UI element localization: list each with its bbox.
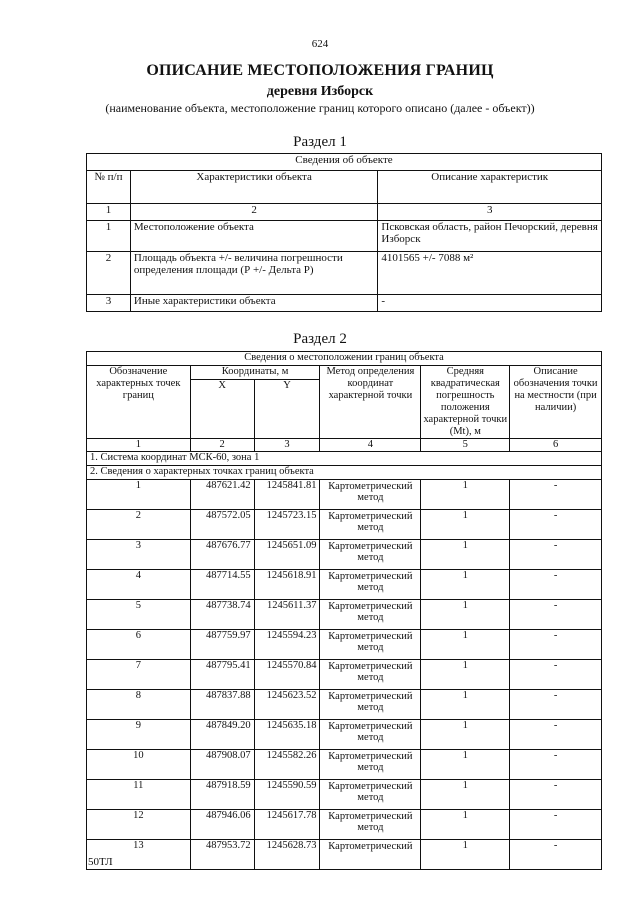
accuracy-cell: 1 <box>421 630 510 660</box>
table-row <box>87 600 602 630</box>
method-cell: Картометрический метод <box>320 660 421 690</box>
method-cell: Картометрический <box>320 840 421 870</box>
accuracy-cell: 1 <box>421 660 510 690</box>
y-coordinate-cell: 1245617.78 <box>254 810 320 840</box>
row-number: 3 <box>87 295 131 312</box>
point-number-cell: 1 <box>87 480 191 510</box>
accuracy-cell: 1 <box>421 570 510 600</box>
y-coordinate-cell: 1245623.52 <box>254 690 320 720</box>
point-description-cell: - <box>510 540 602 570</box>
method-cell: Картометрический метод <box>320 720 421 750</box>
table-row <box>87 690 602 720</box>
y-coordinate-cell: 1245590.59 <box>254 780 320 810</box>
y-coordinate-cell: 1245841.81 <box>254 480 320 510</box>
col-number: 2 <box>190 439 254 452</box>
coordinate-system-line: 1. Система координат МСК-60, зона 1 <box>87 452 602 466</box>
accuracy-cell: 1 <box>421 540 510 570</box>
col-header-description: Описание характеристик <box>378 171 602 204</box>
point-description-cell: - <box>510 630 602 660</box>
x-coordinate-cell: 487759.97 <box>190 630 254 660</box>
method-cell: Картометрический метод <box>320 510 421 540</box>
characteristic-cell: Местоположение объекта <box>130 221 378 252</box>
x-coordinate-cell: 487795.41 <box>190 660 254 690</box>
table-row <box>87 840 602 870</box>
point-description-cell: - <box>510 600 602 630</box>
col-header-method: Метод определения координат характерной точки <box>320 366 421 439</box>
x-coordinate-cell: 487953.72 <box>190 840 254 870</box>
description-cell: - <box>378 295 602 312</box>
y-coordinate-cell: 1245723.15 <box>254 510 320 540</box>
table-row <box>87 750 602 780</box>
col-header-number: № п/п <box>87 171 131 204</box>
col-header-accuracy: Средняя квадратическая погрешность положения характерной точки (Mt), м <box>421 366 510 439</box>
x-coordinate-cell: 487714.55 <box>190 570 254 600</box>
point-number-cell: 8 <box>87 690 191 720</box>
y-coordinate-cell: 1245628.73 <box>254 840 320 870</box>
method-cell: Картометрический метод <box>320 630 421 660</box>
table-row <box>87 780 602 810</box>
document-caption: (наименование объекта, местоположение границ которого описано (далее - объект)) <box>105 101 535 115</box>
accuracy-cell: 1 <box>421 690 510 720</box>
col-header-x: X <box>190 380 254 439</box>
description-cell: Псковская область, район Печорский, деревня Изборск <box>378 221 602 252</box>
x-coordinate-cell: 487918.59 <box>190 780 254 810</box>
object-info-header: Сведения об объекте <box>87 154 602 171</box>
col-number: 3 <box>254 439 320 452</box>
point-description-cell: - <box>510 480 602 510</box>
y-coordinate-cell: 1245651.09 <box>254 540 320 570</box>
col-number: 3 <box>378 204 602 221</box>
y-coordinate-cell: 1245635.18 <box>254 720 320 750</box>
point-description-cell: - <box>510 510 602 540</box>
method-cell: Картометрический метод <box>320 690 421 720</box>
table-row <box>87 660 602 690</box>
characteristic-cell: Иные характеристики объекта <box>130 295 378 312</box>
x-coordinate-cell: 487572.05 <box>190 510 254 540</box>
y-coordinate-cell: 1245618.91 <box>254 570 320 600</box>
table-row <box>87 810 602 840</box>
y-coordinate-cell: 1245582.26 <box>254 750 320 780</box>
method-cell: Картометрический метод <box>320 570 421 600</box>
point-description-cell: - <box>510 720 602 750</box>
point-number-cell: 12 <box>87 810 191 840</box>
accuracy-cell: 1 <box>421 750 510 780</box>
point-number-cell: 9 <box>87 720 191 750</box>
accuracy-cell: 1 <box>421 810 510 840</box>
point-description-cell: - <box>510 840 602 870</box>
point-number-cell: 4 <box>87 570 191 600</box>
method-cell: Картометрический метод <box>320 540 421 570</box>
document-title: ОПИСАНИЕ МЕСТОПОЛОЖЕНИЯ ГРАНИЦ <box>146 62 494 79</box>
col-number: 1 <box>87 439 191 452</box>
point-description-cell: - <box>510 750 602 780</box>
x-coordinate-cell: 487908.07 <box>190 750 254 780</box>
section2-title: Раздел 2 <box>293 331 347 347</box>
object-info-table <box>86 153 602 312</box>
table-row <box>87 480 602 510</box>
x-coordinate-cell: 487621.42 <box>190 480 254 510</box>
document-subtitle: деревня Изборск <box>266 84 374 99</box>
characteristic-cell: Площадь объекта +/- величина погрешности определения площади (Р +/- Дельта Р) <box>130 252 378 295</box>
boundary-points-table <box>86 351 602 870</box>
method-cell: Картометрический метод <box>320 810 421 840</box>
point-number-cell: 11 <box>87 780 191 810</box>
col-header-coords: Координаты, м <box>190 366 320 380</box>
col-number: 6 <box>510 439 602 452</box>
point-number-cell: 13 <box>87 840 191 870</box>
accuracy-cell: 1 <box>421 780 510 810</box>
method-cell: Картометрический метод <box>320 750 421 780</box>
x-coordinate-cell: 487837.88 <box>190 690 254 720</box>
col-header-y: Y <box>254 380 320 439</box>
point-description-cell: - <box>510 690 602 720</box>
table-row <box>87 570 602 600</box>
row-number: 2 <box>87 252 131 295</box>
x-coordinate-cell: 487946.06 <box>190 810 254 840</box>
point-number-cell: 2 <box>87 510 191 540</box>
point-description-cell: - <box>510 780 602 810</box>
description-cell: 4101565 +/- 7088 м² <box>378 252 602 295</box>
accuracy-cell: 1 <box>421 600 510 630</box>
table-row <box>87 540 602 570</box>
col-header-description: Описание обозначения точки на местности (при наличии) <box>510 366 602 439</box>
col-number: 2 <box>130 204 378 221</box>
method-cell: Картометрический метод <box>320 600 421 630</box>
points-info-line: 2. Сведения о характерных точках границ объекта <box>87 466 602 480</box>
point-description-cell: - <box>510 660 602 690</box>
point-rows <box>87 480 602 870</box>
page-number: 624 <box>311 38 329 50</box>
point-number-cell: 3 <box>87 540 191 570</box>
boundary-header: Сведения о местоположении границ объекта <box>87 352 602 366</box>
section1-title: Раздел 1 <box>293 134 347 150</box>
table-row <box>87 630 602 660</box>
col-number: 5 <box>421 439 510 452</box>
y-coordinate-cell: 1245594.23 <box>254 630 320 660</box>
x-coordinate-cell: 487849.20 <box>190 720 254 750</box>
x-coordinate-cell: 487676.77 <box>190 540 254 570</box>
y-coordinate-cell: 1245611.37 <box>254 600 320 630</box>
point-number-cell: 10 <box>87 750 191 780</box>
y-coordinate-cell: 1245570.84 <box>254 660 320 690</box>
point-description-cell: - <box>510 570 602 600</box>
table-row <box>87 720 602 750</box>
col-header-characteristic: Характеристики объекта <box>130 171 378 204</box>
row-number: 1 <box>87 221 131 252</box>
col-number: 1 <box>87 204 131 221</box>
x-coordinate-cell: 487738.74 <box>190 600 254 630</box>
point-number-cell: 6 <box>87 630 191 660</box>
method-cell: Картометрический метод <box>320 480 421 510</box>
point-description-cell: - <box>510 810 602 840</box>
col-header-point: Обозначение характерных точек границ <box>87 366 191 439</box>
method-cell: Картометрический метод <box>320 780 421 810</box>
table-row <box>87 510 602 540</box>
col-number: 4 <box>320 439 421 452</box>
footer-code: 50ТЛ <box>88 856 113 868</box>
accuracy-cell: 1 <box>421 720 510 750</box>
point-number-cell: 7 <box>87 660 191 690</box>
accuracy-cell: 1 <box>421 510 510 540</box>
point-number-cell: 5 <box>87 600 191 630</box>
accuracy-cell: 1 <box>421 480 510 510</box>
accuracy-cell: 1 <box>421 840 510 870</box>
